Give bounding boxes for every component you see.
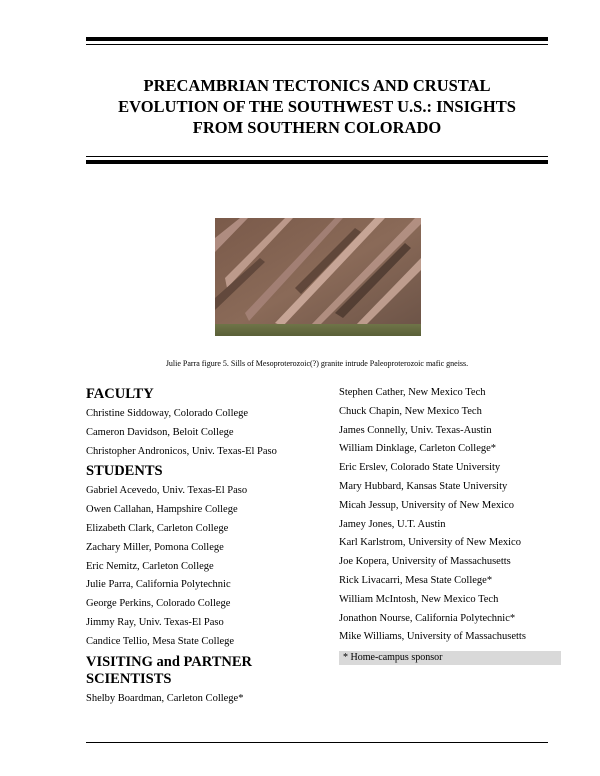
students-heading: STUDENTS — [86, 463, 163, 480]
title-rule-2 — [86, 160, 548, 164]
top-rule-1 — [86, 37, 548, 41]
figure-caption: Julie Parra figure 5. Sills of Mesoproterozoic(?) granite intrude Paleoproterozoic mafic gneiss. — [165, 359, 469, 368]
visiting-member: Chuck Chapin, New Mexico Tech — [339, 405, 482, 417]
visiting-member: Stephen Cather, New Mexico Tech — [339, 387, 486, 398]
visiting-member: William Dinklage, Carleton College* — [339, 443, 497, 455]
bottom-rule — [86, 742, 548, 743]
visiting-member: William McIntosh, New Mexico Tech — [339, 593, 499, 605]
visiting-member: Mike Williams, University of Massachusetts — [339, 631, 526, 643]
faculty-member: Cameron Davidson, Beloit College — [86, 426, 234, 438]
visiting-member: Joe Kopera, University of Massachusetts — [339, 556, 511, 568]
faculty-heading: FACULTY — [86, 386, 154, 402]
visiting-member: Shelby Boardman, Carleton College* — [86, 692, 244, 704]
top-rule-2 — [86, 44, 548, 45]
title-rule-1 — [86, 156, 548, 157]
left-column — [86, 384, 326, 708]
visiting-member: Jonathon Nourse, California Polytechnic* — [339, 612, 516, 624]
student-member: Owen Callahan, Hampshire College — [86, 504, 238, 516]
visiting-heading-line-2: SCIENTISTS — [86, 670, 172, 687]
visiting-member: Micah Jessup, University of New Mexico — [339, 499, 514, 511]
visiting-member: Mary Hubbard, Kansas State University — [339, 480, 508, 492]
faculty-member: Christine Siddoway, Colorado College — [86, 408, 249, 419]
student-member: Candice Tellio, Mesa State College — [86, 635, 235, 647]
student-member: Zachary Miller, Pomona College — [86, 541, 224, 553]
visiting-member: Karl Karlstrom, University of New Mexico — [339, 537, 521, 549]
student-member: Elizabeth Clark, Carleton College — [86, 522, 229, 534]
page-title — [86, 75, 548, 138]
sponsor-note: * Home-campus sponsor — [339, 651, 561, 665]
visiting-member: James Connelly, Univ. Texas-Austin — [339, 424, 492, 436]
student-member: Julie Parra, California Polytechnic — [86, 579, 231, 591]
visiting-member: Jamey Jones, U.T. Austin — [339, 518, 446, 530]
visiting-heading-line-1: VISITING and PARTNER — [86, 653, 253, 670]
faculty-member: Christopher Andronicos, Univ. Texas-El Paso — [86, 445, 277, 457]
title-line-3: FROM SOUTHERN COLORADO — [192, 118, 442, 137]
visiting-member: Eric Erslev, Colorado State University — [339, 462, 501, 474]
student-member: Jimmy Ray, Univ. Texas-El Paso — [86, 616, 224, 628]
student-member: Eric Nemitz, Carleton College — [86, 560, 214, 572]
student-member: George Perkins, Colorado College — [86, 598, 231, 610]
student-member: Gabriel Acevedo, Univ. Texas-El Paso — [86, 485, 248, 497]
visiting-heading — [86, 654, 326, 688]
outcrop-photo — [215, 218, 421, 336]
right-column — [339, 384, 564, 665]
title-line-1: PRECAMBRIAN TECTONICS AND CRUSTAL — [143, 76, 491, 95]
title-line-2: EVOLUTION OF THE SOUTHWEST U.S.: INSIGHTS — [118, 97, 516, 116]
visiting-member: Rick Livacarri, Mesa State College* — [339, 574, 493, 586]
